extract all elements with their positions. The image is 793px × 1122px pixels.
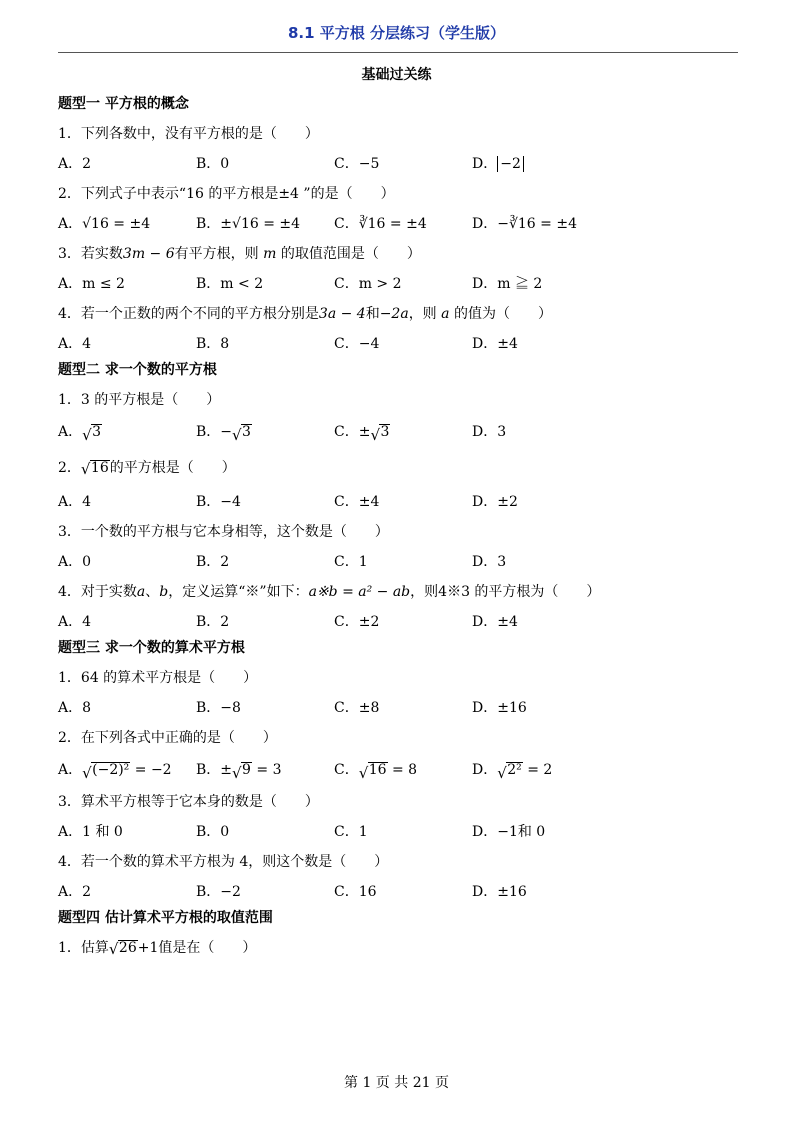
option-c [334,758,472,782]
result: = 2 [527,762,553,778]
option-c [334,420,472,444]
option-label: B．± [196,762,233,778]
option-a: A．4 [58,336,92,352]
question-1-2: 2．下列式子中表示“16 的平方根是±4 ”的是（ ） [58,186,395,202]
option-label: D． [472,762,498,778]
options-3-1 [58,698,748,718]
stem-text: 有平方根，则 [174,246,259,262]
options-1-2 [58,214,748,234]
option-a: A．1 和 0 [58,824,123,840]
option-a: A．4 [58,494,92,510]
exercise-body [58,94,748,958]
option-label: C． [334,216,359,232]
options-3-4 [58,882,748,902]
option-label: C． [334,762,359,778]
stem-expression: −2a [379,306,409,322]
radicand: 26 [118,940,137,956]
question-3-2: 2．在下列各式中正确的是（ ） [58,730,277,746]
sqrt-expression: √ (−2)² [82,762,130,782]
option-b: B．8 [196,336,230,352]
stem-text: ，则 [408,306,437,322]
stem-variable: a [441,306,450,322]
radicand: 3 [92,424,102,440]
stem-text: 4．对于实数 [58,584,137,600]
option-b: B．2 [196,614,230,630]
option-a: A．2 [58,884,92,900]
option-b: B．−4 [196,494,241,510]
stem-definition: a※b = a² − ab [308,584,411,600]
stem-text: ，则4※3 的平方根为（ ） [410,584,601,600]
option-a: A．8 [58,700,92,716]
option-label: B．± [196,216,233,232]
question-3-1: 1．64 的算术平方根是（ ） [58,670,258,686]
option-b [196,758,334,782]
option-d [472,214,610,234]
question-3-4: 4．若一个数的算术平方根为 4，则这个数是（ ） [58,854,389,870]
header-divider [58,52,738,53]
expression: ∛16 = ±4 [358,216,427,232]
option-a [58,758,196,782]
options-2-1 [58,420,748,444]
stem-text: 3．若实数 [58,246,123,262]
sqrt-expression: √ 3 [370,424,390,444]
question-2-2 [58,458,748,478]
question-4-1 [58,938,748,958]
page-footer: 第 1 页 共 21 页 [344,1075,449,1091]
question-1-1: 1．下列各数中，没有平方根的是（ ） [58,126,319,142]
option-b [196,214,334,234]
stem-expression: 3a − 4 [318,306,366,322]
option-b: B．−2 [196,884,241,900]
option-d: D．m ≧ 2 [472,276,543,292]
stem-variable: a [136,584,146,600]
option-d: D．±2 [472,494,518,510]
options-3-3 [58,822,748,842]
option-b: B．m < 2 [196,276,264,292]
options-2-3 [58,552,748,572]
option-label: A． [58,216,83,232]
option-a [58,214,196,234]
option-label: C．± [334,424,371,440]
option-d: D．±16 [472,884,527,900]
radicand: 16 [90,460,109,476]
option-d: D．±4 [472,614,518,630]
stem-text: 和 [365,306,380,322]
option-a [58,420,196,444]
option-a: A．0 [58,554,92,570]
option-d: D．±4 [472,336,518,352]
stem-text: 的取值范围是（ ） [280,246,421,262]
option-c: C．−5 [334,156,380,172]
option-label: A． [58,424,83,440]
expression: √16 = ±4 [82,216,151,232]
result: = 8 [392,762,418,778]
sqrt-expression: √ 16 [358,762,387,782]
option-b: B．0 [196,824,230,840]
question-2-4 [58,582,748,602]
option-c: C．1 [334,824,368,840]
stem-text: ，定义运算“※”如下： [168,584,309,600]
result: = −2 [134,762,172,778]
section-title: 基础过关练 [361,67,432,83]
option-c: C．±2 [334,614,380,630]
radicand: 16 [368,762,387,778]
option-d [472,758,610,782]
stem-text: 2． [58,460,81,476]
option-c [334,214,472,234]
question-2-1: 1．3 的平方根是（ ） [58,392,221,408]
option-c: C．16 [334,884,377,900]
question-2-3: 3．一个数的平方根与它本身相等，这个数是（ ） [58,524,389,540]
type-heading-1: 题型一 平方根的概念 [58,96,189,112]
option-d: D．±16 [472,700,527,716]
radicand: 3 [242,424,251,440]
option-a: A．2 [58,156,92,172]
stem-variable: b [159,584,169,600]
option-d [472,154,610,174]
sqrt-expression: √ 3 [232,424,251,444]
option-a: A．m ≤ 2 [58,276,125,292]
question-1-4 [58,304,748,324]
radicand: 3 [380,424,390,440]
sqrt-expression: √ 26 [108,940,137,958]
expression: ∛16 = ±4 [508,216,577,232]
option-c: C．m > 2 [334,276,402,292]
sqrt-expression: √ 16 [80,460,109,478]
type-heading-2: 题型二 求一个数的平方根 [58,362,217,378]
sqrt-expression: √ 3 [82,424,102,444]
option-b: B．0 [196,156,230,172]
radicand: (−2)² [92,762,130,778]
option-a: A．4 [58,614,92,630]
option-label: D．− [472,216,509,232]
question-3-3: 3．算术平方根等于它本身的数是（ ） [58,794,319,810]
stem-variable: m [263,246,277,262]
options-2-2 [58,492,748,512]
stem-text: 1．估算 [58,940,109,956]
stem-text: +1值是在（ ） [137,940,257,956]
options-1-4 [58,334,748,354]
stem-text: 的平方根是（ ） [109,460,236,476]
radicand: 9 [242,762,251,778]
result: = 3 [256,762,282,778]
sqrt-expression: √ 9 [232,762,251,782]
sqrt-expression: √ 2² [497,762,522,782]
stem-text: 、 [145,584,160,600]
option-label: D． [472,156,498,172]
option-b [196,420,334,444]
question-1-3 [58,244,748,264]
option-d: D．3 [472,424,507,440]
type-heading-3: 题型三 求一个数的算术平方根 [58,640,245,656]
option-c: C．−4 [334,336,380,352]
stem-text: 4．若一个正数的两个不同的平方根分别是 [58,306,319,322]
expression: √16 = ±4 [232,216,301,232]
options-2-4 [58,612,748,632]
stem-expression: 3m − 6 [122,246,175,262]
option-d: D．−1和 0 [472,824,546,840]
options-1-3 [58,274,748,294]
option-d: D．3 [472,554,507,570]
option-c: C．±8 [334,700,380,716]
document-title: 8.1 平方根 分层练习（学生版） [287,24,506,42]
stem-text: 的值为（ ） [453,306,552,322]
type-heading-4: 题型四 估计算术平方根的取值范围 [58,910,273,926]
option-b: B．−8 [196,700,241,716]
radicand: 2² [507,762,522,778]
option-label: A． [58,762,83,778]
absolute-value: −2 [497,156,524,172]
option-c: C．1 [334,554,368,570]
option-c: C．±4 [334,494,380,510]
option-b: B．2 [196,554,230,570]
options-1-1 [58,154,748,174]
option-label: B．− [196,424,233,440]
options-3-2 [58,758,748,782]
